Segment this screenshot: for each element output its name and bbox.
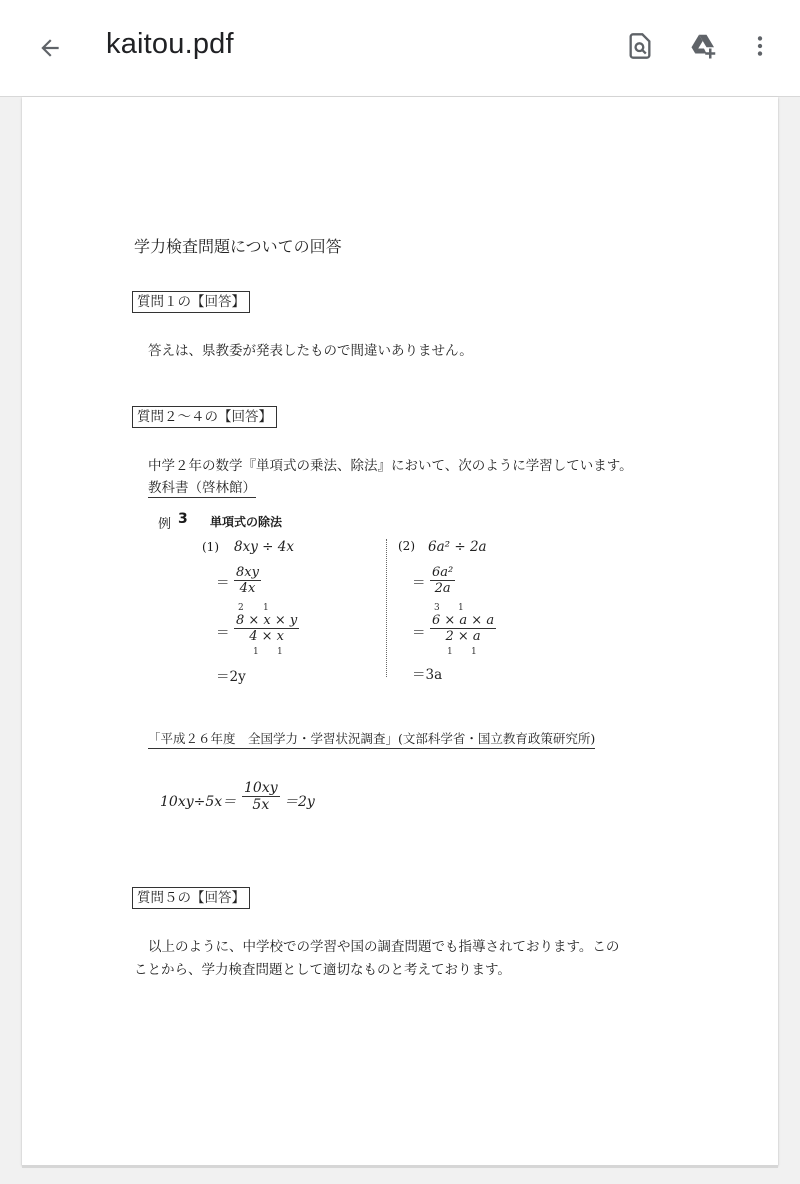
ex1-fraction-2-denominator: 4 × x: [249, 629, 285, 644]
page-bottom-edge: [22, 1165, 778, 1168]
ex1-fraction-1-numerator: 8xy: [236, 565, 259, 580]
ex1-result: ＝2y: [216, 669, 246, 685]
ex2-fraction-2-denominator: 2 × a: [445, 629, 481, 644]
survey-equation-right: ＝2y: [284, 794, 315, 810]
ex1-fraction-2: [234, 613, 299, 644]
ex2-fraction-2-numerator: 6 × a × a: [432, 613, 495, 628]
ex2-cancel-top-1: 3: [434, 603, 440, 613]
back-button[interactable]: [26, 24, 74, 72]
ex1-fraction-1: [234, 565, 261, 596]
page-content: [22, 97, 778, 1165]
survey-source: 「平成２６年度 全国学力・学習状況調査」(文部科学省・国立教育政策研究所): [148, 729, 595, 749]
ex2-problem: 6a² ÷ 2a: [428, 539, 487, 555]
pdf-page: [22, 97, 778, 1165]
ex1-problem: 8xy ÷ 4x: [234, 539, 294, 555]
example-number: 3: [178, 511, 188, 527]
survey-fraction-numerator: 10xy: [244, 780, 278, 796]
ex1-cancel-top-1: 2: [238, 603, 244, 613]
ex1-cancel-top-2: 1: [263, 603, 269, 613]
ex1-fraction-2-numerator: 8 × x × y: [236, 613, 298, 628]
find-in-document-icon: [626, 32, 654, 60]
textbook-source: 教科書（啓林館）: [148, 476, 256, 498]
ex1-equals-2: ＝: [216, 625, 230, 641]
add-to-drive-button[interactable]: [678, 20, 730, 72]
q1-heading: 質問１の【回答】: [132, 291, 250, 313]
example-divider: [386, 539, 387, 677]
ex1-cancel-bottom-1: 1: [253, 647, 259, 657]
more-vert-icon: [747, 33, 773, 59]
app-bar: [0, 0, 800, 97]
q5-answer-line-1: 以上のように、中学校での学習や国の調査問題でも指導されております。この: [148, 939, 620, 955]
ex1-cancel-bottom-2: 1: [277, 647, 283, 657]
ex2-cancel-top-2: 1: [458, 603, 464, 613]
find-in-document-button[interactable]: [614, 20, 666, 72]
more-options-button[interactable]: [734, 20, 786, 72]
arrow-back-icon: [37, 35, 63, 61]
ex1-number: (1): [202, 540, 219, 554]
ex2-equals-2: ＝: [412, 625, 426, 641]
q1-answer: 答えは、県教委が発表したもので間違いありません。: [148, 343, 473, 359]
ex2-fraction-1-denominator: 2a: [434, 581, 451, 596]
ex2-number: (2): [398, 539, 415, 553]
ex2-result: ＝3a: [412, 667, 443, 683]
ex2-equals-1: ＝: [412, 575, 426, 591]
ex1-equals-1: ＝: [216, 575, 230, 591]
survey-equation-left: 10xy÷5x＝: [160, 794, 237, 810]
q2-heading: 質問２～４の【回答】: [132, 406, 277, 428]
survey-fraction-denominator: 5x: [252, 797, 270, 813]
ex2-fraction-1: [430, 565, 455, 596]
pdf-viewer[interactable]: [0, 97, 800, 1184]
ex2-fraction-2: [430, 613, 496, 644]
ex1-fraction-1-denominator: 4x: [239, 581, 256, 596]
add-to-drive-icon: [689, 31, 719, 61]
survey-fraction: [242, 780, 280, 813]
q5-heading: 質問５の【回答】: [132, 887, 250, 909]
q5-answer-line-2: ことから、学力検査問題として適切なものと考えております。: [134, 962, 511, 978]
example-title: 単項式の除法: [210, 515, 283, 529]
document-title: kaitou.pdf: [106, 28, 234, 60]
q2-intro: 中学２年の数学『単項式の乗法、除法』において、次のように学習しています。: [148, 458, 633, 474]
ex2-fraction-1-numerator: 6a²: [432, 565, 454, 580]
page-title: 学力検査問題についての回答: [134, 237, 342, 256]
ex2-cancel-bottom-2: 1: [471, 647, 477, 657]
example-label: 例: [158, 517, 172, 532]
ex2-cancel-bottom-1: 1: [447, 647, 453, 657]
